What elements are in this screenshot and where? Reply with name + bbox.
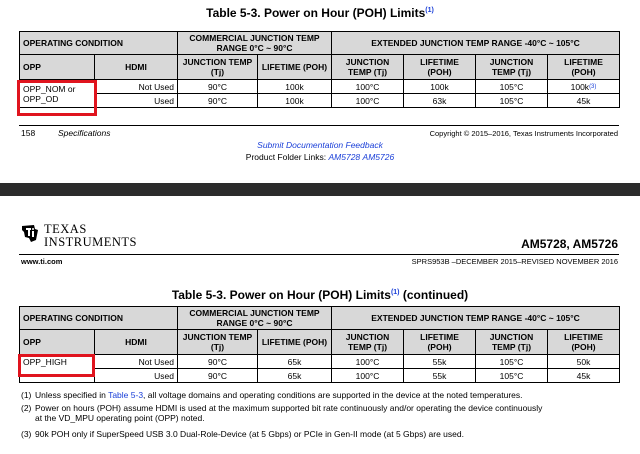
top-poh-table: [19, 31, 620, 108]
ti-logo-icon: [20, 223, 40, 243]
commercial-temp-cell: 90°C: [178, 355, 258, 369]
header-operating-condition: OPERATING CONDITION: [20, 32, 178, 55]
page-gap: [0, 183, 640, 196]
extended-lifetime-cell: 63k: [404, 94, 476, 108]
footer-rule: [19, 125, 619, 126]
extended-lifetime-cell: 45k: [548, 369, 620, 383]
website-link[interactable]: www.ti.com: [21, 257, 63, 266]
copyright-text: Copyright © 2015–2016, Texas Instruments Incorporated: [429, 129, 618, 138]
top-table-caption: Table 5-3. Power on Hour (POH) Limits$^{(1)}$: [206, 6, 434, 20]
product-link-am5728[interactable]: AM5728: [328, 152, 361, 162]
extended-lifetime-cell: 55k: [404, 355, 476, 369]
header-hdmi: HDMI: [95, 330, 178, 355]
page-number: 158: [21, 128, 36, 138]
note-1: (1) Unless specified in Table 5-3, all voltage domains and operating conditions are supported in the device at the noted temperatures.: [21, 390, 523, 400]
logo-text-line1: TEXAS: [44, 222, 87, 236]
header-commercial: COMMERCIAL JUNCTION TEMP RANGE 0°C ~ 90°C: [178, 32, 332, 55]
feedback-link[interactable]: Submit Documentation Feedback: [257, 140, 383, 150]
note-3: (3) 90k POH only if SuperSpeed USB 3.0 Dual-Role-Device (at 5 Gbps) or PCIe in Gen-II mode (at 5 Gbps) are used.: [21, 429, 464, 439]
header-commercial: COMMERCIAL JUNCTION TEMP RANGE 0°C ~ 90°C: [178, 307, 332, 330]
hdmi-cell: Not Used: [95, 80, 178, 94]
extended-lifetime-cell: 45k: [548, 94, 620, 108]
caption-note-link[interactable]: (1): [425, 7, 434, 14]
extended-temp-cell: 105°C: [476, 80, 548, 94]
table-row: [20, 355, 620, 369]
extended-lifetime-cell: $100k^{(3)}$: [548, 80, 620, 94]
extended-lifetime-cell: 50k: [548, 355, 620, 369]
table-reference-link[interactable]: Table 5-3: [108, 390, 144, 400]
header-lifetime: LIFETIME (POH): [404, 330, 476, 355]
extended-temp-cell: 105°C: [476, 355, 548, 369]
hdmi-cell: Not Used: [95, 355, 178, 369]
header-lifetime: LIFETIME (POH): [404, 55, 476, 80]
extended-lifetime-cell: 100k: [404, 80, 476, 94]
product-folder-line: Product Folder Links: AM5728 AM5726: [245, 152, 395, 162]
extended-temp-cell: 100°C: [332, 369, 404, 383]
hdmi-cell: Used: [95, 94, 178, 108]
document-id: SPRS953B –DECEMBER 2015–REVISED NOVEMBER 2016: [411, 257, 618, 266]
header-extended: EXTENDED JUNCTION TEMP RANGE -40°C ~ 105°C: [332, 307, 620, 330]
opp-cell: OPP_HIGH: [20, 355, 95, 383]
extended-temp-cell: 105°C: [476, 369, 548, 383]
header-junction-temp: JUNCTION TEMP (Tj): [332, 330, 404, 355]
caption-note-link[interactable]: (1): [390, 289, 400, 296]
header-lifetime: LIFETIME (POH): [258, 330, 332, 355]
header-lifetime: LIFETIME (POH): [548, 55, 620, 80]
header-junction-temp: JUNCTION TEMP (Tj): [178, 55, 258, 80]
section-name: Specifications: [58, 128, 111, 138]
bottom-poh-table: [19, 306, 620, 383]
header-junction-temp: JUNCTION TEMP (Tj): [178, 330, 258, 355]
logo-text-line2: INSTRUMENTS: [44, 235, 138, 249]
commercial-temp-cell: 90°C: [178, 94, 258, 108]
header-hdmi: HDMI: [95, 55, 178, 80]
bottom-table-caption: Table 5-3. Power on Hour (POH) Limits$^{(1)}$ (continued): [171, 288, 469, 302]
table-notes: [21, 390, 621, 441]
extended-temp-cell: 100°C: [332, 80, 404, 94]
header-lifetime: LIFETIME (POH): [548, 330, 620, 355]
commercial-lifetime-cell: 65k: [258, 369, 332, 383]
header-extended: EXTENDED JUNCTION TEMP RANGE -40°C ~ 105°C: [332, 32, 620, 55]
header-opp: OPP: [20, 330, 95, 355]
extended-temp-cell: 100°C: [332, 355, 404, 369]
table-row: [20, 94, 620, 108]
header-rule: [19, 254, 619, 255]
opp-cell: OPP_NOM or OPP_OD: [20, 80, 95, 108]
table-row: [20, 80, 620, 94]
header-junction-temp: JUNCTION TEMP (Tj): [332, 55, 404, 80]
commercial-lifetime-cell: 65k: [258, 355, 332, 369]
header-lifetime: LIFETIME (POH): [258, 55, 332, 80]
extended-temp-cell: 100°C: [332, 94, 404, 108]
header-junction-temp: JUNCTION TEMP (Tj): [476, 55, 548, 80]
commercial-temp-cell: 90°C: [178, 369, 258, 383]
note-2-continued: at the VD_MPU operating point (OPP) noted.: [35, 413, 205, 423]
part-numbers: AM5728, AM5726: [521, 237, 618, 251]
highlight-box: [18, 354, 95, 377]
commercial-temp-cell: 90°C: [178, 80, 258, 94]
header-opp: OPP: [20, 55, 95, 80]
product-link-am5726[interactable]: AM5726: [362, 152, 395, 162]
footnote-link[interactable]: (3): [589, 83, 597, 90]
extended-temp-cell: 105°C: [476, 94, 548, 108]
hdmi-cell: Used: [95, 369, 178, 383]
header-operating-condition: OPERATING CONDITION: [20, 307, 178, 330]
table-row: [20, 369, 620, 383]
extended-lifetime-cell: 55k: [404, 369, 476, 383]
header-junction-temp: JUNCTION TEMP (Tj): [476, 330, 548, 355]
commercial-lifetime-cell: 100k: [258, 94, 332, 108]
commercial-lifetime-cell: 100k: [258, 80, 332, 94]
highlight-box: [17, 80, 97, 116]
note-2: (2) Power on hours (POH) assume HDMI is used at the maximum supported bit rate continuously and/or operating the device continuously: [21, 403, 543, 413]
